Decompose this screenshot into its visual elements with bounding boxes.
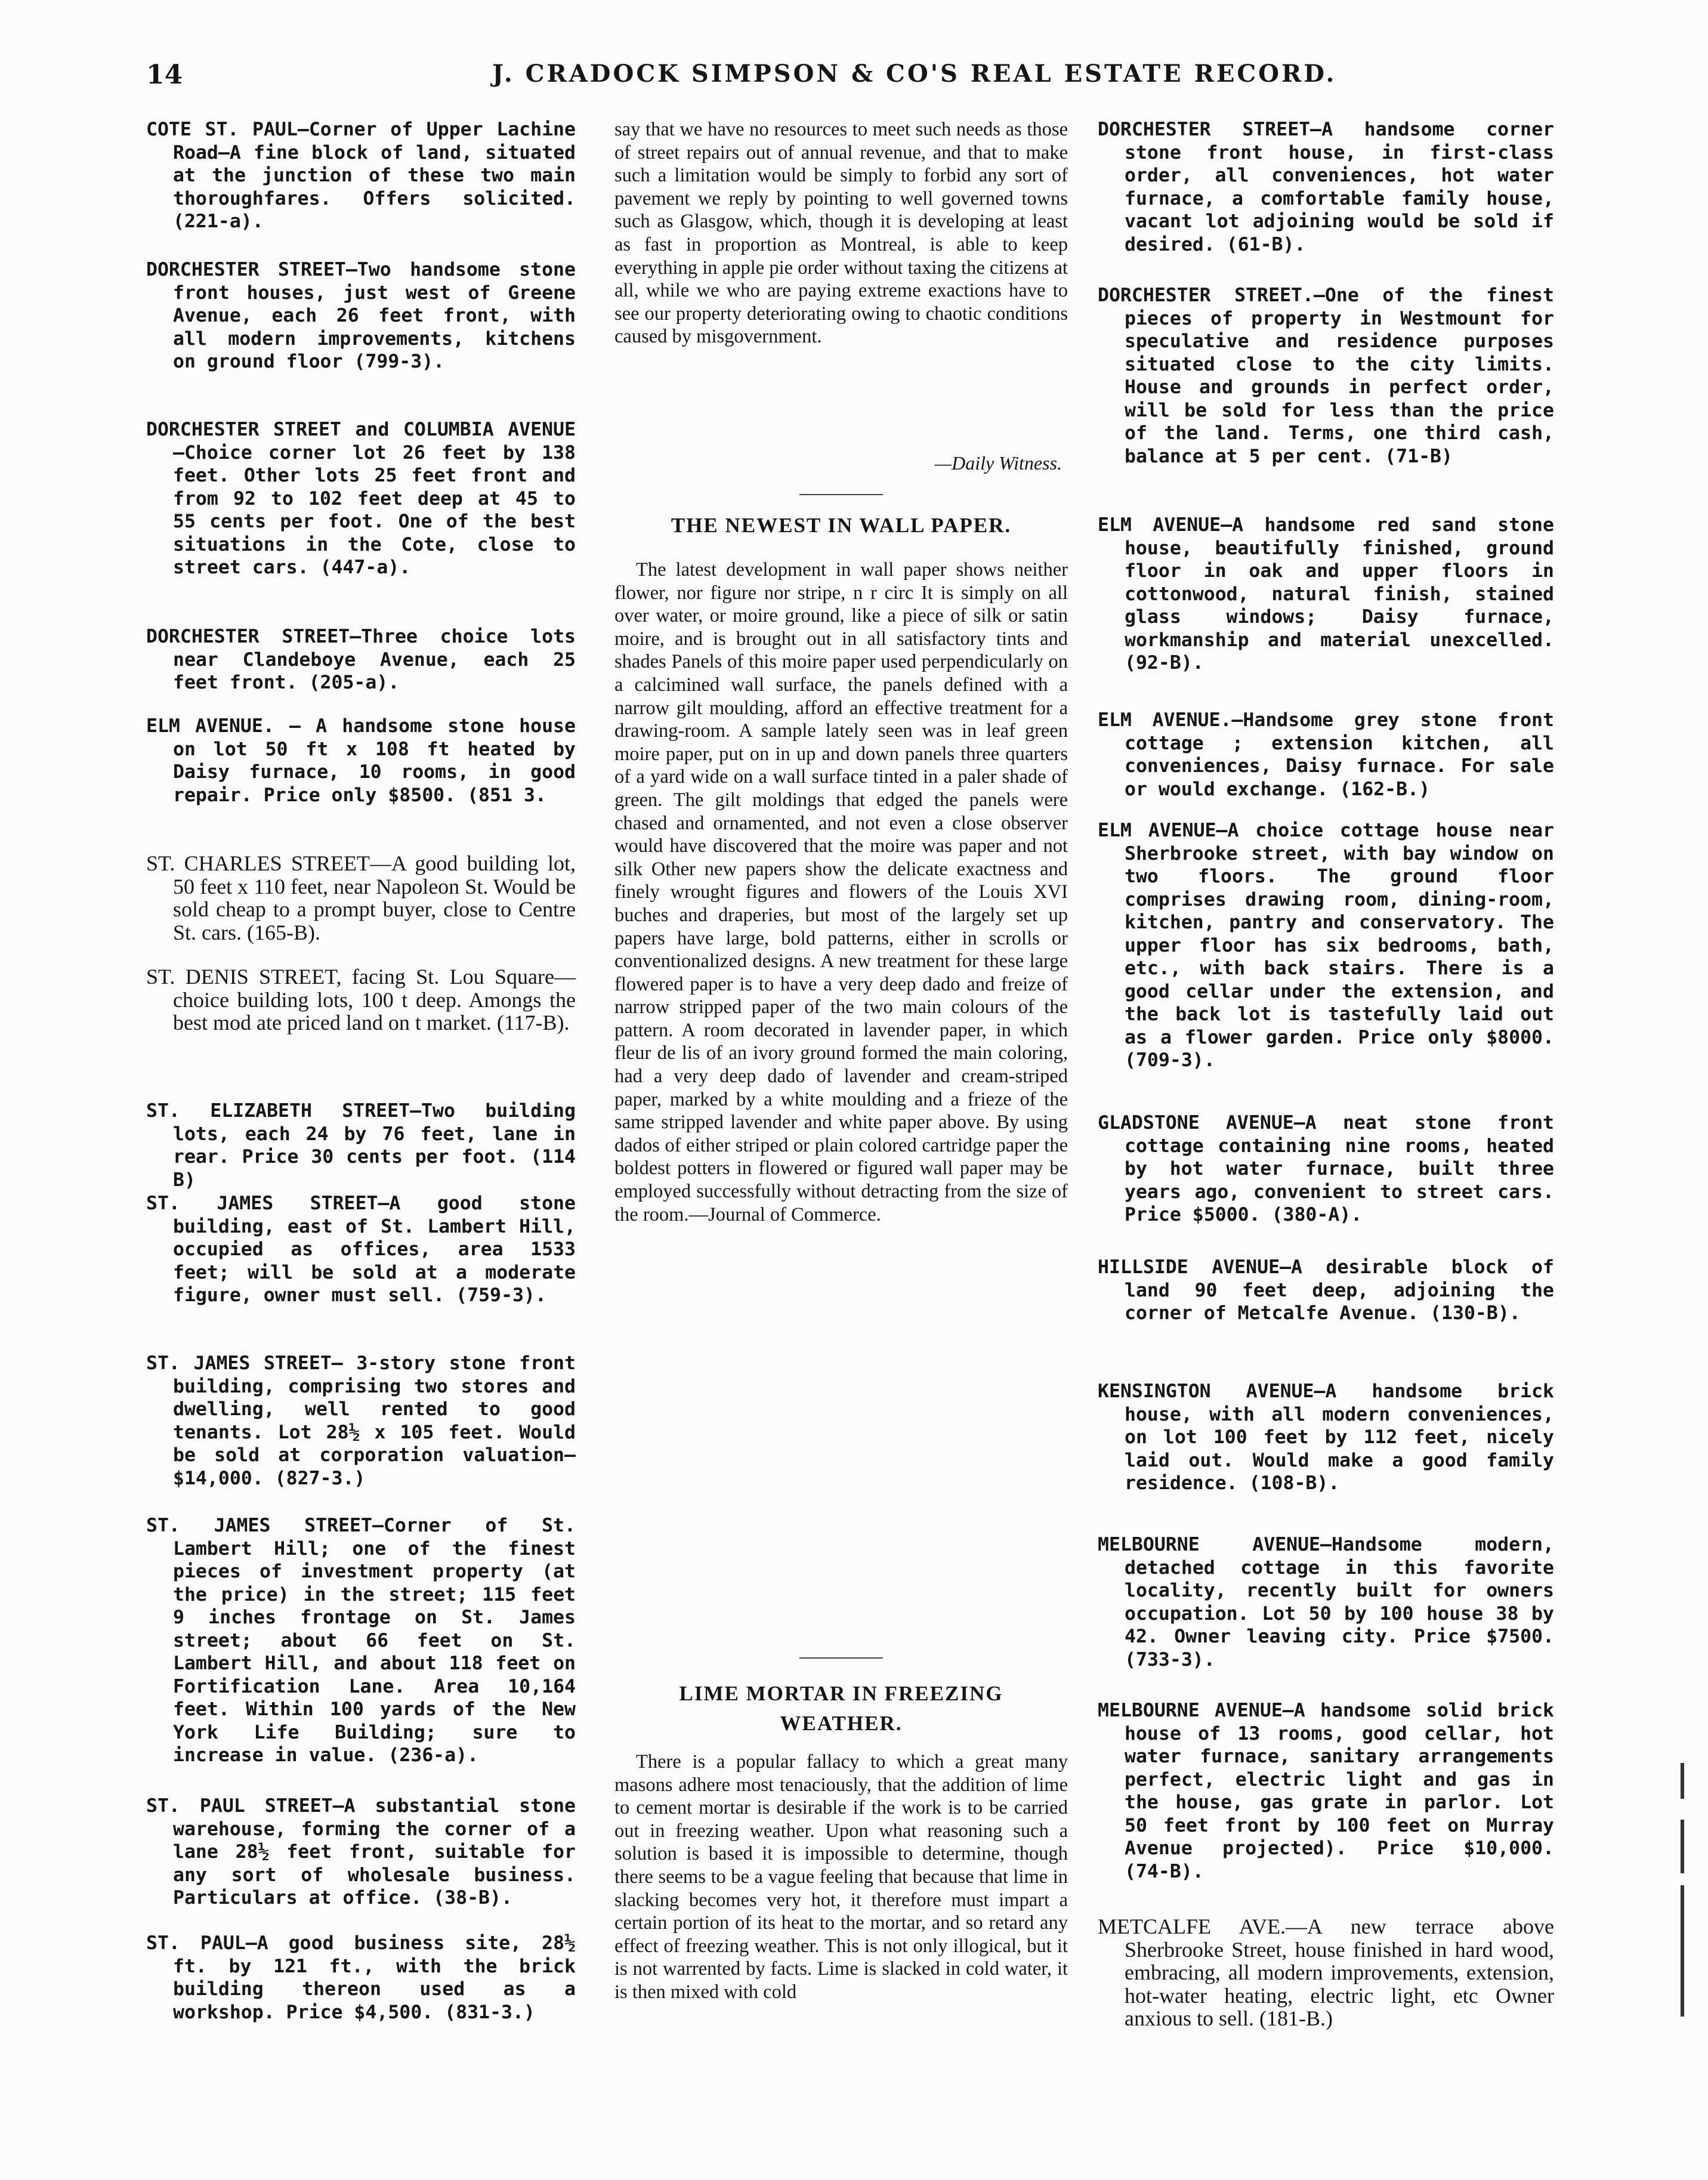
listing-st-charles: ST. CHARLES STREET—A good building lot, 50 feet x 110 feet, near Napoleon St. Would be sold cheap to a prompt buyer, close to Centre St. cars. (165-B). [146,851,576,944]
running-title: J. CRADOCK SIMPSON & CO'S REAL ESTATE RECORD. [492,60,1337,88]
article-continued: say that we have no resources to meet such needs as those of street repairs out of annual revenue, and that to make such a limitation would be simply to forbid any sort of pavement we reply by pointing to well governed towns such as Glasgow, which, though it is developing at least as fast in proportion as Montreal, is able to keep everything in apple pie order without taxing the citizens at all, while we who are paying extreme exactions have to see our property deteriorating owing to chaotic conditions caused by misgovernment. [614,119,1068,348]
scan-mark [1681,1885,1684,2017]
article-title-lime-mortar-1: LIME MORTAR IN FREEZING [679,1682,1003,1705]
page-header [146,60,1542,95]
scan-mark [1681,1820,1684,1873]
listing-st-james-2: ST. JAMES STREET— 3-story stone front building, comprising two stores and dwelling, well rented to good tenants. Lot 28½ x 105 feet. Would be sold at corporation valuation—$14,000. (827-3.) [146,1353,576,1489]
article-body-lime-mortar: There is a popular fallacy to which a great many masons adhere most tenaciously, that the addition of lime to cement mortar is desirable if the work is to be carried out in freezing weather. Upon what reasoning such a solution is based it is impossible to determine, though there seems to be a vague feeling that because that lime in slacking becomes very hot, it therefore must impart a certain portion of its heat to the mortar, and so retard any effect of freezing weather. This is not only illogical, but it is not warrented by facts. Lime is slacked in cold water, it is then mixed with cold [614,1751,1068,2003]
listing-metcalfe: METCALFE AVE.—A new terrace above Sherbrooke Street, house finished in hard wood, embracing, all modern improvements, extension, hot-water heating, electric light, etc Owner anxious to sell. (181-B.) [1098,1915,1554,2030]
listing-dorchester-columbia: DORCHESTER STREET and COLUMBIA AVENUE—Choice corner lot 26 feet by 138 feet. Other lots 25 feet front and from 92 to 102 feet deep at 45 to 55 cents per foot. One of the best situations in the Cote, close to street cars. (447-a). [146,419,576,578]
divider [799,1657,883,1659]
scan-mark [1681,1763,1684,1799]
listing-dorchester-2: DORCHESTER STREET—Three choice lots near Clandeboye Avenue, each 25 feet front. (205-a). [146,626,576,693]
listing-cote-st-paul: COTE ST. PAUL—Corner of Upper Lachine Road—A fine block of land, situated at the junction of these two main thoroughfares. Offers solicited. (221-a). [146,119,576,232]
page-number: 14 [146,60,183,90]
listing-melbourne-1: MELBOURNE AVENUE—Handsome modern, detached cottage in this favorite locality, recently built for owners occupation. Lot 50 by 100 house 38 by 42. Owner leaving city. Price $7500. (733-3). [1098,1534,1554,1670]
listing-st-paul: ST. PAUL—A good business site, 28½ ft. by 121 ft., with the brick building thereon used as a workshop. Price $4,500. (831-3.) [146,1932,576,2023]
listing-dorchester-1: DORCHESTER STREET—Two handsome stone front houses, just west of Greene Avenue, each 26 feet front, with all modern improvements, kitchens on ground floor (799-3). [146,259,576,372]
listing-st-elizabeth: ST. ELIZABETH STREET—Two building lots, each 24 by 76 feet, lane in rear. Price 30 cents per foot. (114 B) [146,1100,576,1191]
divider [799,494,883,495]
article-title-lime-mortar-2: WEATHER. [780,1712,903,1735]
listing-melbourne-2: MELBOURNE AVENUE—A handsome solid brick house of 13 rooms, good cellar, hot water furnace, sanitary arrangements perfect, electric light and gas in the house, gas grate in parlor. Lot 50 feet front by 100 feet on Murray Avenue projected). Price $10,000. (74-B). [1098,1700,1554,1882]
listing-elm-avenue: ELM AVENUE. — A handsome stone house on lot 50 ft x 108 ft heated by Daisy furnace, 10 rooms, in good repair. Price only $8500. (851 3. [146,715,576,806]
listing-dorchester-westmount: DORCHESTER STREET.—One of the finest pieces of property in Westmount for speculative and residence purposes situated close to the city limits. House and grounds in perfect order, will be sold for less than the price of the land. Terms, one third cash, balance at 5 per cent. (71-B) [1098,285,1554,467]
listing-st-james-1: ST. JAMES STREET—A good stone building, east of St. Lambert Hill, occupied as offices, area 1533 feet; will be sold at a moderate figure, owner must sell. (759-3). [146,1193,576,1306]
listing-st-paul-street: ST. PAUL STREET—A substantial stone warehouse, forming the corner of a lane 28½ feet front, suitable for any sort of wholesale business. Particulars at office. (38-B). [146,1795,576,1909]
listing-kensington: KENSINGTON AVENUE—A handsome brick house, with all modern conveniences, on lot 100 feet by 112 feet, nicely laid out. Would make a good family residence. (108-B). [1098,1381,1554,1494]
article-title-wall-paper: THE NEWEST IN WALL PAPER. [671,514,1012,537]
listing-st-james-3: ST. JAMES STREET—Corner of St. Lambert Hill; one of the finest pieces of investment property (at the price) in the street; 115 feet 9 inches frontage on St. James street; about 66 feet on St. Lambert Hill, and about 118 feet on Fortification Lane. Area 10,164 feet. Within 100 yards of the New York Life Building; sure to increase in value. (236-a). [146,1515,576,1766]
listing-gladstone: GLADSTONE AVENUE—A neat stone front cottage containing nine rooms, heated by hot water furnace, built three years ago, convenient to street cars. Price $5000. (380-A). [1098,1112,1554,1225]
listing-dorchester-corner: DORCHESTER STREET—A handsome corner stone front house, in first-class order, all conveniences, hot water furnace, a comfortable family house, vacant lot adjoining would be sold if desired. (61-B). [1098,119,1554,255]
listing-hillside: HILLSIDE AVENUE—A desirable block of land 90 feet deep, adjoining the corner of Metcalfe Avenue. (130-B). [1098,1256,1554,1324]
article-credit: —Daily Witness. [934,452,1062,474]
listing-elm-cottage: ELM AVENUE—A choice cottage house near Sherbrooke street, with bay window on two floors. The ground floor comprises drawing room, dining-room, kitchen, pantry and conservatory. The upper floor has six bedrooms, bath, etc., with back stairs. There is a good cellar under the extension, and the back lot is tastefully laid out as a flower garden. Price only $8000. (709-3). [1098,820,1554,1071]
listing-st-denis: ST. DENIS STREET, facing St. Lou Square—choice building lots, 100 t deep. Amongs the best mod ate priced land on t market. (117-B). [146,965,576,1035]
article-body-wall-paper: The latest development in wall paper shows neither flower, nor figure nor stripe, n r circ It is simply on all over water, or moire ground, like a piece of silk or satin moire, and is brought out in all satisfactory tints and shades Panels of this moire paper used perpendicularly on a calcimined wall surface, the panels defined with a narrow gilt moulding, afford an effective treatment for a drawing-room. A sample lately seen was in leaf green moire paper, put on in up and down panels three quarters of a yard wide on a wall surface tinted in a paler shade of green. The gilt moldings that edged the panels were chased and ornamented, and not even a close observer would have discovered that the moire was paper and not silk Other new papers show the delicate exactness and finely wrought figures and flowers of the Louis XVI buches and draperies, but most of the largely set up papers have large, bold patterns, either in scrolls or conventionalized designs. A new treatment for these large flowered paper is to have a very deep dado and freize of narrow stripped paper of the two main colours of the pattern. A room decorated in lavender paper, in which fleur de lis of an ivory ground formed the main coloring, had a very deep dado of lavender and cream-striped paper, marked by a white moulding and a frieze of the same stripped lavender and white paper above. By using dados of either striped or plain colored cartridge paper the boldest potters in flowered or figured wall paper may be employed successfully without detracting from the size of the room.—Journal of Commerce. [614,559,1068,1225]
listing-elm-red-sandstone: ELM AVENUE—A handsome red sand stone house, beautifully finished, ground floor in oak and upper floors in cottonwood, natural finish, stained glass windows; Daisy furnace, workmanship and material unexcelled. (92-B). [1098,514,1554,674]
listing-elm-grey-stone: ELM AVENUE.—Handsome grey stone front cottage ; extension kitchen, all conveniences, Daisy furnace. For sale or would exchange. (162-B.) [1098,709,1554,800]
